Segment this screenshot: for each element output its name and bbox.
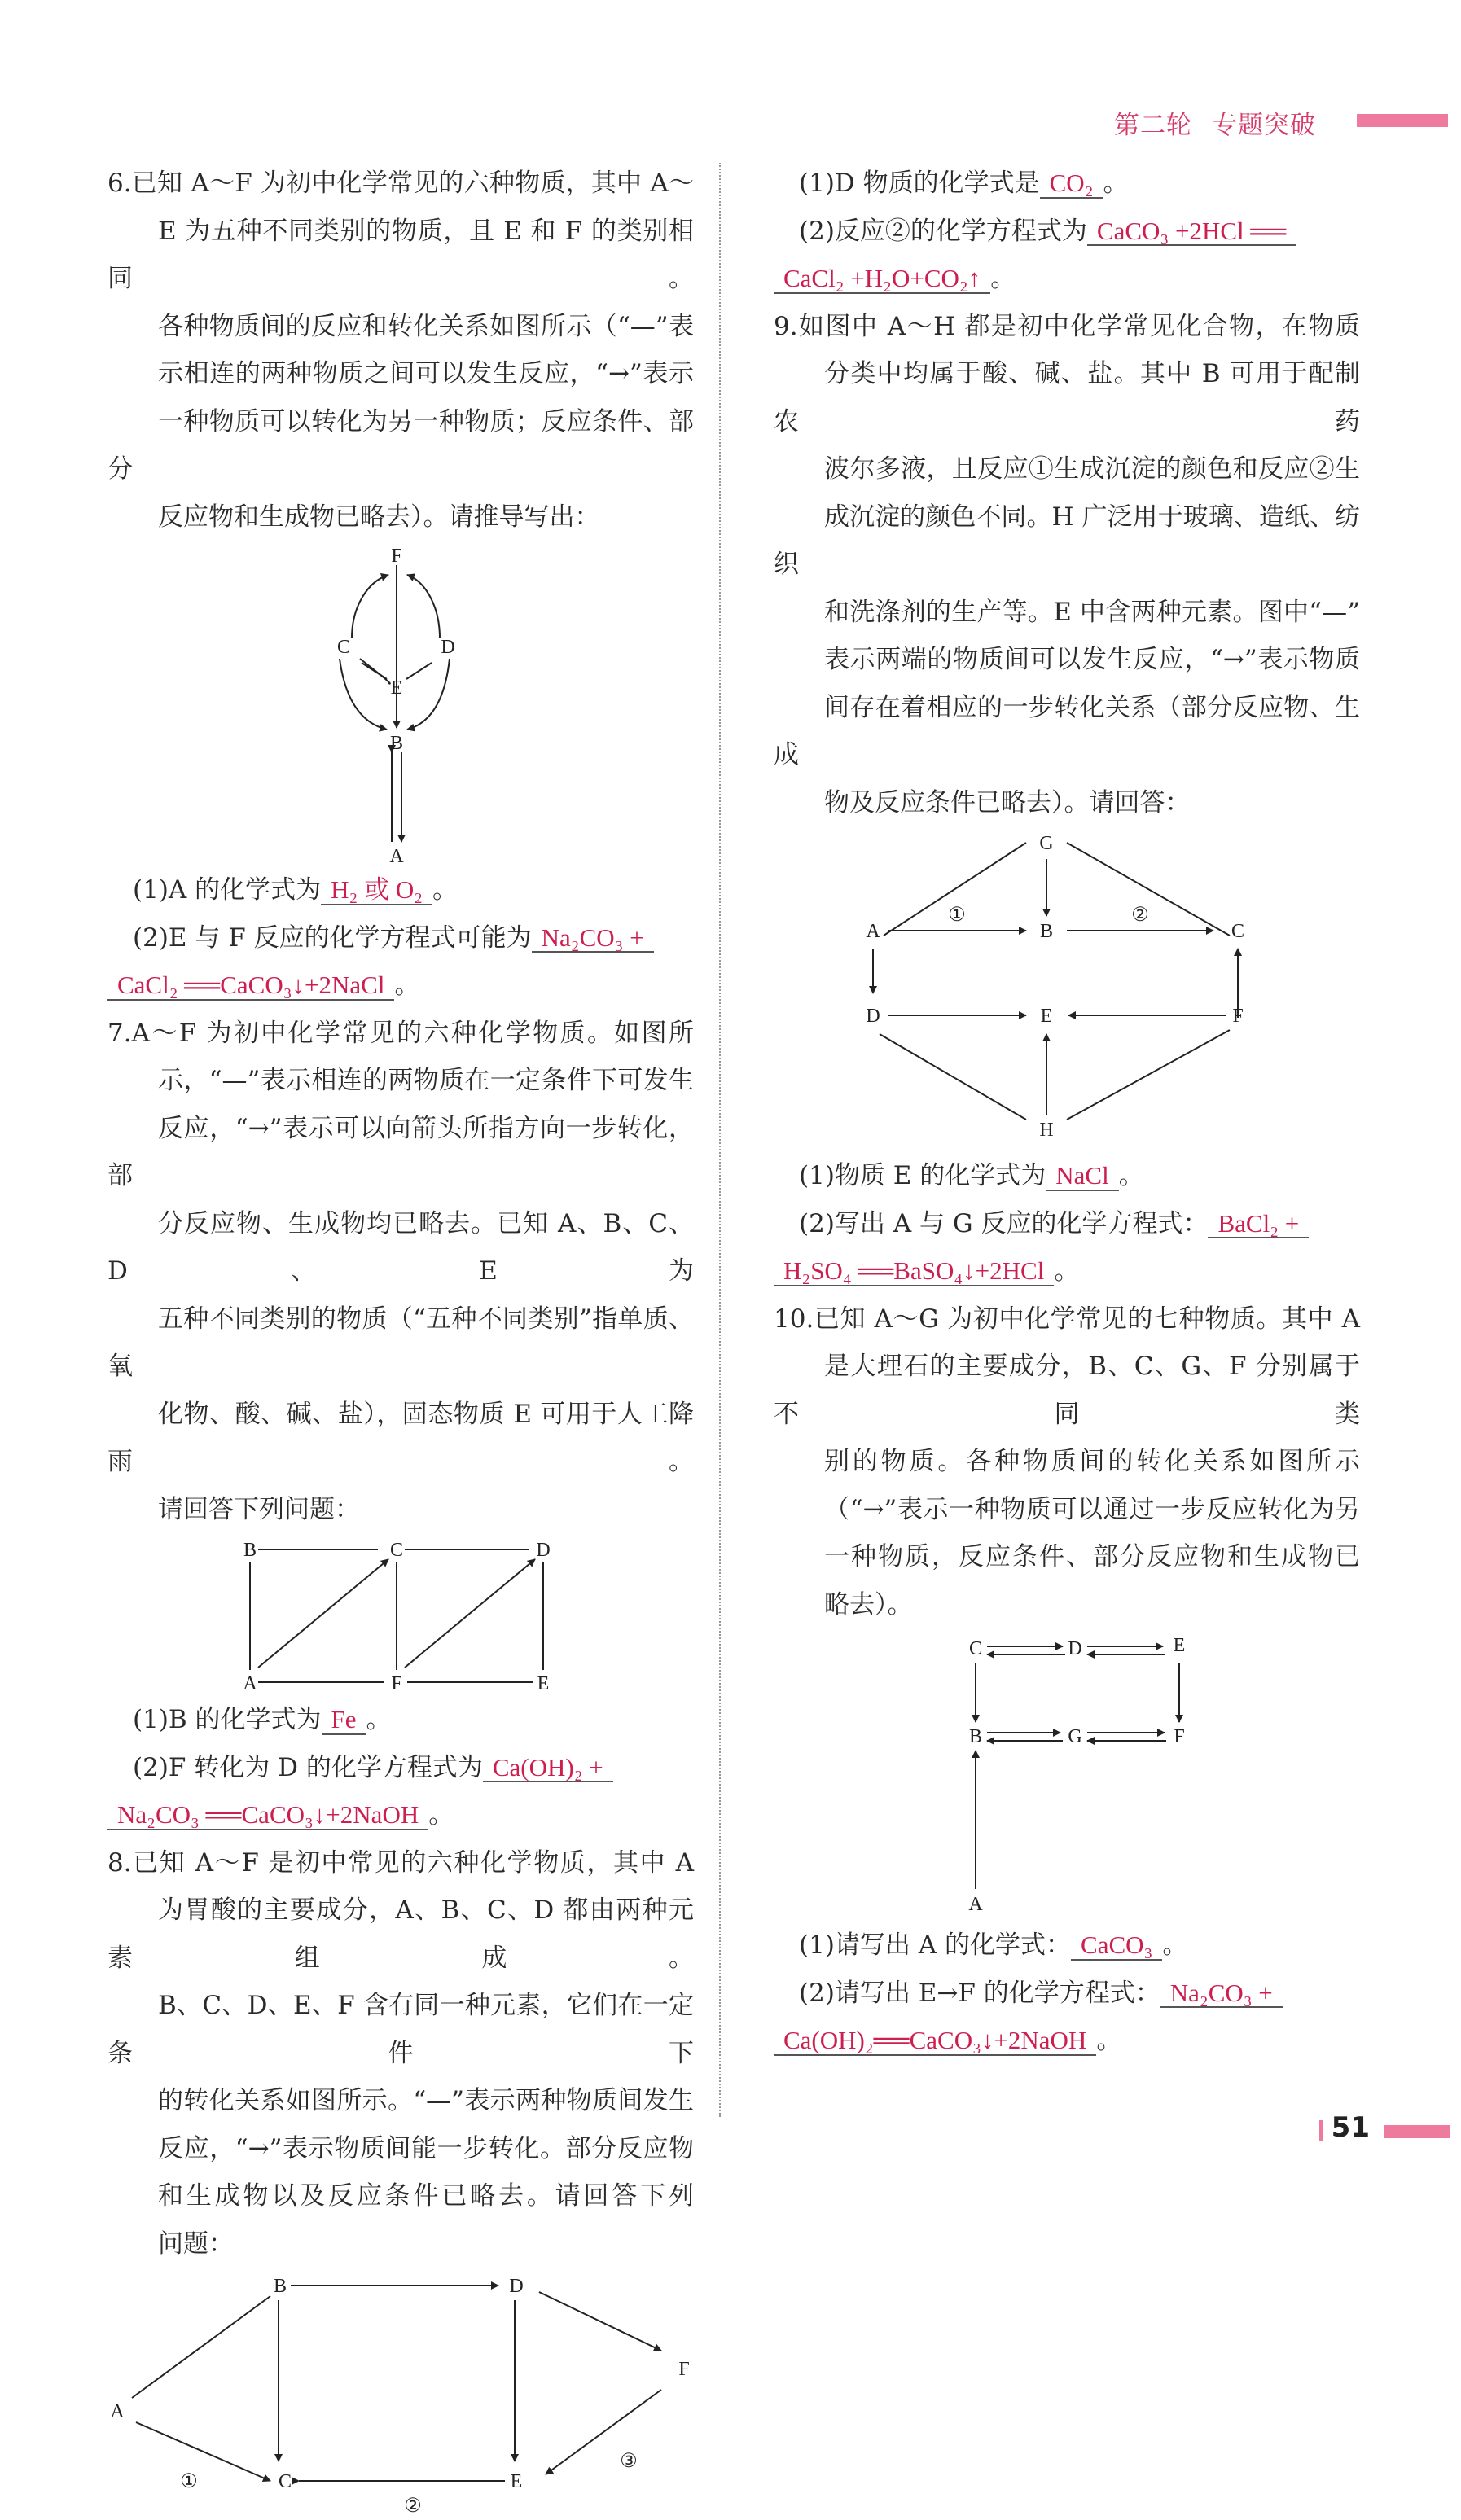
q10-line: （“→”表示一种物质可以通过一步反应转化为另 xyxy=(774,1486,1360,1534)
q7-answer-1-value: Fe xyxy=(325,1705,363,1733)
q8-answer-2-value-b: CaCl₂ +H₂O+CO₂↑ xyxy=(777,264,987,292)
q9-label-e: E xyxy=(1041,1006,1053,1027)
q10-line: 别的物质。各种物质间的转化关系如图所示 xyxy=(774,1438,1360,1486)
q8-line: 的转化关系如图所示。“—”表示两种物质间发生 xyxy=(107,2077,694,2125)
q10-label-a: A xyxy=(968,1894,983,1915)
q6-line: 6.已知 A～F 为初中化学常见的六种物质，其中 A～ xyxy=(107,160,694,208)
q7-line: 7.A～F 为初中化学常见的六种化学物质。如图所 xyxy=(107,1010,694,1058)
q6-answer-1-value: H₂ 或 O₂ xyxy=(324,875,429,904)
q7-line: 反应，“→”表示可以向箭头所指方向一步转化，部 xyxy=(107,1105,694,1200)
q6-answer-2: (2)E 与 F 反应的化学方程式可能为 Na₂CO₃ + xyxy=(107,914,694,962)
q8-label-e: E xyxy=(511,2471,523,2492)
q9-answer-1: (1)物质 E 的化学式为 NaCl 。 xyxy=(774,1152,1360,1200)
q8-line: 问题： xyxy=(107,2220,694,2268)
question-8 xyxy=(107,1839,694,2520)
q10-label-c: C xyxy=(969,1638,982,1659)
q10-line: 略去）。 xyxy=(774,1581,1360,1629)
q7-line: 示，“—”表示相连的两物质在一定条件下可发生 xyxy=(107,1057,694,1105)
q9-label-a: A xyxy=(866,921,880,942)
q10-line: 是大理石的主要成分，B、C、G、F 分别属于不同类 xyxy=(774,1343,1360,1438)
q8-label-f: F xyxy=(678,2359,689,2380)
q8-answer-2: (2)反应②的化学方程式为 CaCO₃ +2HCl ══ xyxy=(774,208,1360,256)
page-number-tick xyxy=(1319,2120,1323,2141)
q7-label-f: F xyxy=(391,1673,401,1694)
q9-answer-2-value-b: H₂SO₄ ══BaSO₄↓+2HCl xyxy=(777,1256,1051,1285)
q10-answer-2-cont: Ca(OH)₂══CaCO₃↓+2NaOH 。 xyxy=(774,2017,1360,2065)
q9-label-b: B xyxy=(1040,921,1053,942)
q8-answer-2-value-a: CaCO₃ +2HCl ══ xyxy=(1090,217,1292,245)
q10-label-f: F xyxy=(1174,1726,1184,1747)
q10-answer-2: (2)请写出 E→F 的化学方程式： Na₂CO₃ + xyxy=(774,1970,1360,2018)
q9-line: 和洗涤剂的生产等。E 中含两种元素。图中“—” xyxy=(774,589,1360,637)
q6-answer-2-cont: CaCl₂ ══CaCO₃↓+2NaCl 。 xyxy=(107,962,694,1010)
question-6 xyxy=(107,160,694,1010)
right-column xyxy=(774,160,1360,2065)
q8-answer-1: (1)D 物质的化学式是 CO₂ 。 xyxy=(774,160,1360,208)
q6-label-a: A xyxy=(389,846,404,866)
q9-answer-1-value: NaCl xyxy=(1049,1161,1115,1190)
q9-line: 间存在着相应的一步转化关系（部分反应物、生成 xyxy=(774,684,1360,779)
q6-line: E 为五种不同类别的物质，且 E 和 F 的类别相同。 xyxy=(107,208,694,303)
q8-diagram xyxy=(107,2268,694,2520)
q8-label-b: B xyxy=(274,2276,287,2297)
section-header xyxy=(1114,104,1316,141)
q7-answer-2: (2)F 转化为 D 的化学方程式为 Ca(OH)₂ + xyxy=(107,1744,694,1792)
question-7 xyxy=(107,1010,694,1839)
q6-label-d: D xyxy=(441,637,454,658)
q9-line: 分类中均属于酸、碱、盐。其中 B 可用于配制农药 xyxy=(774,350,1360,445)
q9-answer-2-cont: H₂SO₄ ══BaSO₄↓+2HCl 。 xyxy=(774,1247,1360,1295)
q10-diagram xyxy=(774,1628,1360,1922)
q7-line: 五种不同类别的物质（“五种不同类别”指单质、氧 xyxy=(107,1295,694,1391)
q10-label-b: B xyxy=(969,1726,982,1747)
q7-line: 分反应物、生成物均已略去。已知 A、B、C、D、E 为 xyxy=(107,1200,694,1295)
section-part1: 第二轮 xyxy=(1114,111,1192,140)
q6-line: 反应物和生成物已略去）。请推导写出： xyxy=(107,493,694,541)
q6-answer-1: (1)A 的化学式为 H₂ 或 O₂ 。 xyxy=(107,866,694,914)
q8-line: 为胃酸的主要成分，A、B、C、D 都由两种元素组成。 xyxy=(107,1887,694,1982)
q7-answer-2-value-a: Ca(OH)₂ + xyxy=(486,1753,610,1782)
q10-label-g: G xyxy=(1068,1726,1081,1747)
q6-diagram xyxy=(107,541,694,866)
q8-line: B、C、D、E、F 含有同一种元素，它们在一定条件下 xyxy=(107,1982,694,2077)
q9-line: 9.如图中 A～H 都是初中化学常见化合物，在物质 xyxy=(774,303,1360,351)
q8-label-c: C xyxy=(279,2471,292,2492)
page-number: 51 xyxy=(1332,2111,1370,2144)
q10-answer-1-value: CaCO₃ xyxy=(1074,1931,1159,1959)
header-decoration-bar xyxy=(1357,114,1448,127)
q7-answer-2-value-b: Na₂CO₃ ══CaCO₃↓+2NaOH xyxy=(111,1800,425,1829)
q7-answer-1: (1)B 的化学式为 Fe 。 xyxy=(107,1696,694,1744)
q9-diagram xyxy=(774,826,1360,1152)
q9-label-d: D xyxy=(866,1006,880,1027)
q8-label-r3: ③ xyxy=(620,2451,638,2472)
q9-answer-2: (2)写出 A 与 G 反应的化学方程式： BaCl₂ + xyxy=(774,1200,1360,1248)
q10-line: 一种物质，反应条件、部分反应物和生成物已 xyxy=(774,1533,1360,1581)
question-10 xyxy=(774,1295,1360,2065)
q8-line: 8.已知 A～F 是初中常见的六种化学物质，其中 A xyxy=(107,1839,694,1887)
q8-line: 和生成物以及反应条件已略去。请回答下列 xyxy=(107,2172,694,2220)
q8-label-r1: ① xyxy=(180,2471,198,2492)
q6-answer-2-value-a: Na₂CO₃ + xyxy=(535,923,651,952)
q9-label-g: G xyxy=(1039,833,1053,854)
q10-answer-2-value-a: Na₂CO₃ + xyxy=(1164,1979,1279,2007)
q6-line: 示相连的两种物质之间可以发生反应，“→”表示 xyxy=(107,350,694,398)
q8-label-a: A xyxy=(110,2401,125,2422)
q6-label-c: C xyxy=(337,637,350,658)
q9-answer-2-value-a: BaCl₂ + xyxy=(1211,1209,1305,1238)
q8-answer-1-value: CO₂ xyxy=(1043,169,1100,197)
q10-answer-1: (1)请写出 A 的化学式： CaCO₃ 。 xyxy=(774,1922,1360,1970)
q7-answer-2-cont: Na₂CO₃ ══CaCO₃↓+2NaOH 。 xyxy=(107,1791,694,1839)
q8-label-r2: ② xyxy=(404,2496,422,2517)
q8-answers xyxy=(774,160,1360,303)
q7-label-b: B xyxy=(244,1540,257,1561)
q7-label-e: E xyxy=(537,1673,550,1694)
q6-line: 一种物质可以转化为另一种物质；反应条件、部分 xyxy=(107,398,694,493)
q9-label-f: F xyxy=(1232,1006,1243,1027)
q7-line: 请回答下列问题： xyxy=(107,1486,694,1534)
q10-label-d: D xyxy=(1068,1638,1081,1659)
q9-label-r1: ① xyxy=(948,905,966,926)
q7-diagram xyxy=(107,1533,694,1696)
q9-line: 波尔多液，且反应①生成沉淀的颜色和反应②生 xyxy=(774,445,1360,493)
q6-label-e: E xyxy=(391,677,403,699)
q7-label-d: D xyxy=(536,1540,550,1561)
q9-line: 物及反应条件已略去）。请回答： xyxy=(774,779,1360,827)
q6-line: 各种物质间的反应和转化关系如图所示（“—”表 xyxy=(107,303,694,351)
q6-answer-2-value-b: CaCl₂ ══CaCO₃↓+2NaCl xyxy=(111,971,391,999)
q10-line: 10.已知 A～G 为初中化学常见的七种物质。其中 A xyxy=(774,1295,1360,1343)
section-part2: 专题突破 xyxy=(1212,111,1316,140)
q7-label-a: A xyxy=(243,1673,257,1694)
q9-line: 成沉淀的颜色不同。H 广泛用于玻璃、造纸、纺织 xyxy=(774,493,1360,589)
q8-answer-2-cont: CaCl₂ +H₂O+CO₂↑ 。 xyxy=(774,255,1360,303)
question-9 xyxy=(774,303,1360,1295)
column-divider xyxy=(719,163,721,2117)
q9-line: 表示两端的物质间可以发生反应，“→”表示物质 xyxy=(774,636,1360,684)
q10-answer-2-value-b: Ca(OH)₂══CaCO₃↓+2NaOH xyxy=(777,2026,1093,2054)
page-number-bar xyxy=(1384,2125,1450,2138)
q9-label-c: C xyxy=(1231,921,1244,942)
left-column xyxy=(107,160,694,2520)
q7-label-c: C xyxy=(390,1540,403,1561)
q8-line: 反应，“→”表示物质间能一步转化。部分反应物 xyxy=(107,2125,694,2173)
q6-label-b: B xyxy=(390,733,403,754)
q6-label-f: F xyxy=(391,546,401,567)
q10-label-e: E xyxy=(1174,1635,1186,1656)
q9-label-r2: ② xyxy=(1131,905,1149,926)
q7-line: 化物、酸、碱、盐），固态物质 E 可用于人工降雨。 xyxy=(107,1391,694,1486)
q8-label-d: D xyxy=(509,2276,523,2297)
q9-label-h: H xyxy=(1039,1120,1053,1141)
